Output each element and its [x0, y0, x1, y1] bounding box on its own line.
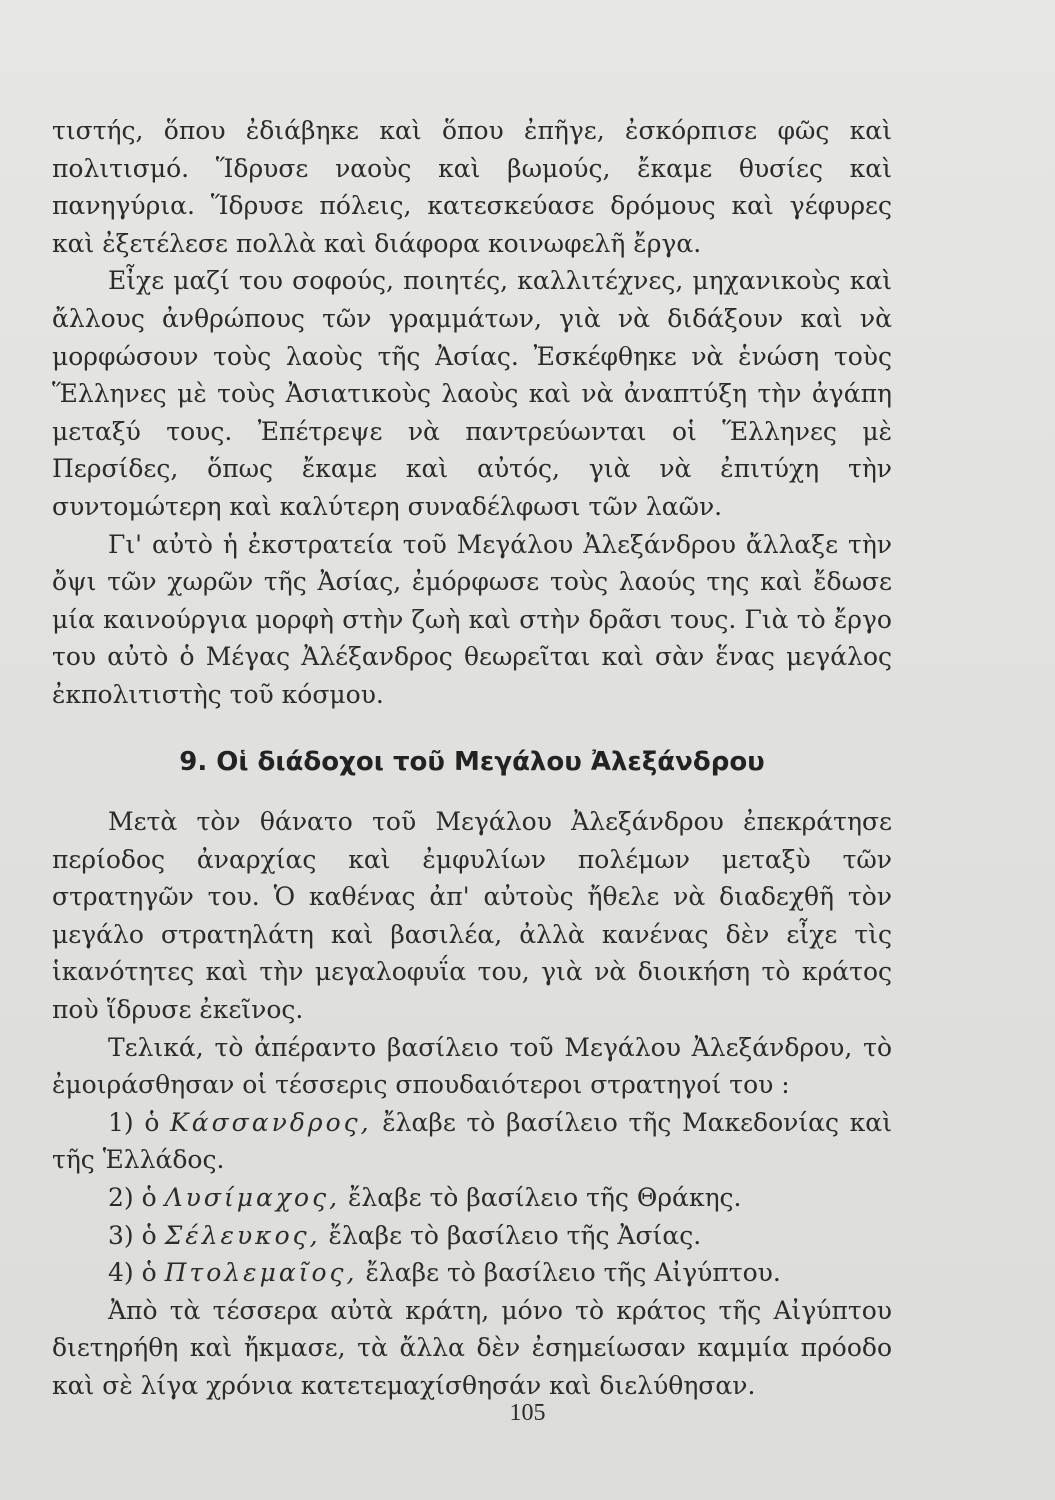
page-number: 105: [509, 1400, 546, 1426]
list-number: 4) ὁ: [108, 1258, 157, 1288]
list-number: 1) ὁ: [108, 1107, 160, 1137]
list-number: 2) ὁ: [108, 1183, 157, 1213]
general-name: Πτολεμαῖος,: [164, 1258, 358, 1288]
list-item: [52, 1104, 892, 1179]
section-title: 9. Οἱ διάδοχοι τοῦ Μεγάλου Ἀλεξάνδρου: [179, 746, 765, 777]
list-item: [52, 1254, 892, 1292]
general-name: Λυσίμαχος,: [164, 1183, 341, 1213]
page-text: [52, 112, 892, 1405]
list-item: [52, 1217, 892, 1255]
paragraph: Γι' αὐτὸ ἡ ἐκστρατεία τοῦ Μεγάλου Ἀλεξάνδρου ἄλλαξε τὴν ὄψι τῶν χωρῶν τῆς Ἀσίας, ἐμόρφωσε τοὺς λαούς της καὶ ἔδωσε μία καινούργια μορφὴ στὴν ζωὴ καὶ στὴν δρᾶσι τους. Γιὰ τὸ ἔργο του αὐτὸ ὁ Μέγας Ἀλέξανδρος θεωρεῖται καὶ σὰν ἕνας μεγάλος ἐκπολιτιστὴς τοῦ κόσμου.: [52, 529, 892, 709]
list-number: 3) ὁ: [108, 1220, 157, 1250]
general-name: Σέλευκος,: [164, 1220, 321, 1250]
list-text: ἔλαβε τὸ βασίλειο τῆς Θράκης.: [347, 1183, 742, 1213]
list-item: [52, 1179, 892, 1217]
paragraph: τιστής, ὅπου ἐδιάβηκε καὶ ὅπου ἐπῆγε, ἐσκόρπισε φῶς καὶ πολιτισμό. Ἵδρυσε ναοὺς καὶ βωμούς, ἔκαμε θυσίες καὶ πανηγύρια. Ἵδρυσε πόλεις, κατεσκεύασε δρόμους καὶ γέφυρες καὶ ἐξετέλεσε πολλὰ καὶ διάφορα κοινωφελῆ ἔργα.: [52, 116, 892, 258]
paragraph: Μετὰ τὸν θάνατο τοῦ Μεγάλου Ἀλεξάνδρου ἐπεκράτησε περίοδος ἀναρχίας καὶ ἐμφυλίων πολέμων μεταξὺ τῶν στρατηγῶν του. Ὁ καθένας ἀπ' αὐτοὺς ἤθελε νὰ διαδεχθῆ τὸν μεγάλο στρατηλάτη καὶ βασιλέα, ἀλλὰ κανένας δὲν εἶχε τὶς ἱκανότητες καὶ τὴν μεγαλοφυΐα του, γιὰ νὰ διοικήση τὸ κράτος ποὺ ἵδρυσε ἐκεῖνος.: [52, 807, 892, 1025]
paragraph: Τελικά, τὸ ἀπέραντο βασίλειο τοῦ Μεγάλου Ἀλεξάνδρου, τὸ ἐμοιράσθησαν οἱ τέσσερις σπουδαιότεροι στρατηγοί του :: [52, 1032, 892, 1100]
general-name: Κάσσανδρος,: [170, 1107, 372, 1137]
paragraph: Εἶχε μαζί του σοφούς, ποιητές, καλλιτέχνες, μηχανικοὺς καὶ ἄλλους ἀνθρώπους τῶν γραμμάτων, γιὰ νὰ διδάξουν καὶ νὰ μορφώσουν τοὺς λαοὺς τῆς Ἀσίας. Ἐσκέφθηκε νὰ ἑνώση τοὺς Ἕλληνες μὲ τοὺς Ἀσιατικοὺς λαοὺς καὶ νὰ ἀναπτύξη τὴν ἀγάπη μεταξύ τους. Ἐπέτρεψε νὰ παντρεύωνται οἱ Ἕλληνες μὲ Περσίδες, ὅπως ἔκαμε καὶ αὐτός, γιὰ νὰ ἐπιτύχη τὴν συντομώτερη καὶ καλύτερη συναδέλφωσι τῶν λαῶν.: [52, 266, 892, 521]
paragraph: Ἀπὸ τὰ τέσσερα αὐτὰ κράτη, μόνο τὸ κράτος τῆς Αἰγύπτου διετηρήθη καὶ ἤκμασε, τὰ ἄλλα δὲν ἐσημείωσαν καμμία πρόοδο καὶ σὲ λίγα χρόνια κατετεμαχίσθησάν καὶ διελύθησαν.: [52, 1295, 892, 1400]
list-text: ἔλαβε τὸ βασίλειο τῆς Μακεδονίας καὶ τῆς Ἑλλάδος.: [52, 1107, 892, 1175]
list-text: ἔλαβε τὸ βασίλειο τῆς Ἀσίας.: [328, 1220, 702, 1250]
list-text: ἔλαβε τὸ βασίλειο τῆς Αἰγύπτου.: [365, 1258, 781, 1288]
